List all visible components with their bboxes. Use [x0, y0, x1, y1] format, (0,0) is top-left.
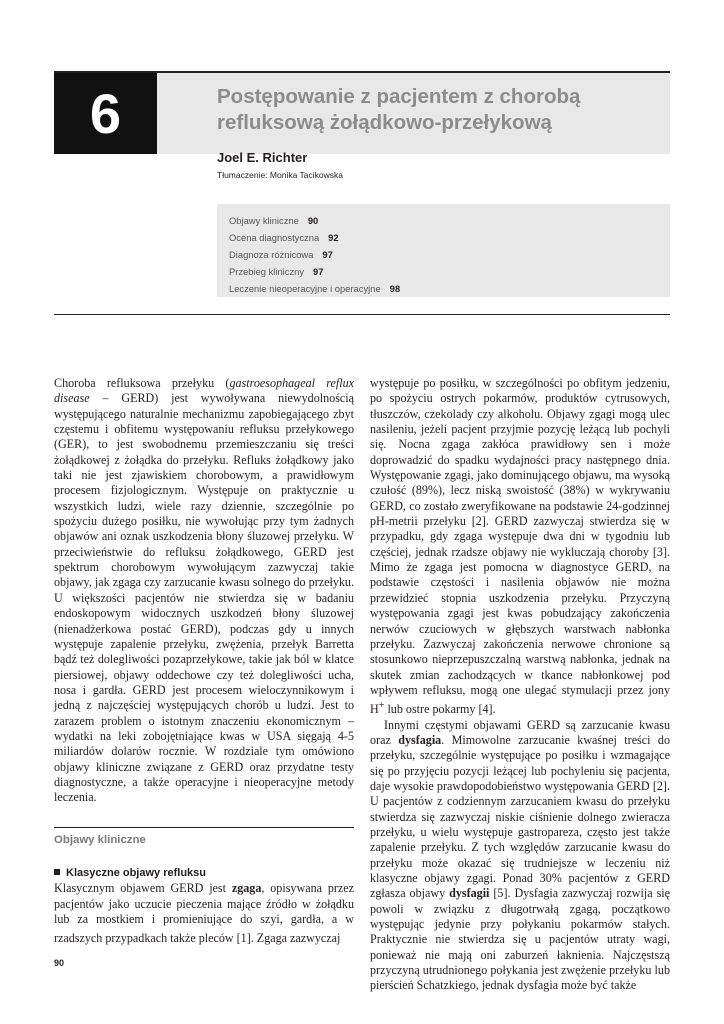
header-divider	[54, 314, 670, 315]
toc-page: 92	[328, 232, 339, 243]
toc-item[interactable]	[229, 229, 670, 246]
toc-page: 98	[389, 283, 401, 294]
text-run: Klasycznym objawem GERD jest	[54, 881, 232, 896]
toc-label: Diagnoza różnicowa	[229, 249, 314, 260]
text-run: lub ostre pokarmy [4].	[384, 702, 496, 717]
page-number: 90	[54, 958, 65, 968]
regurgitation-paragraph	[370, 718, 670, 994]
toc-item[interactable]	[229, 263, 670, 280]
toc-label: Leczenie nieoperacyjne i operacyjne	[229, 283, 381, 294]
italic-term: gastroesophageal reflux disease	[54, 376, 354, 406]
text-run: Choroba refluksowa przełyku (	[54, 376, 230, 390]
classic-symptoms-paragraph	[54, 881, 354, 946]
toc-item[interactable]	[229, 280, 670, 297]
bold-term: dysfagii	[449, 886, 490, 901]
text-run: występuje po posiłku, w szczególności po obfitym jedzeniu, po spożyciu ostrych pokarmów, produktów cytrusowych, tłuszczów, czekolady czy alkoholu. Objawy zgagi mogą ulec nasileniu, jeżeli pacjent przyjmie pozycję leżącą lub pochyli się. Nocna zgaga zakłóca prawidłowy sen i może doprowadzić do spadku wydajności pracy następnego dnia. Występowanie zgagi, jako dominującego objawu, ma wysoką czułość (89%), lecz niską swoistość (38%) w wykrywaniu GERD, co zostało zweryfikowane na podstawie 24-godzinnej pH-metrii przełyku [2]. GERD zazwyczaj stwierdza się w przypadku, gdy zgaga występuje dwa dni w tygodniu lub częściej, jednak rzadsze objawy nie wykluczają choroby [3]. Mimo że zgaga jest pomocna w diagnostyce GERD, na podstawie częstości i nasilenia objawów nie można przewidzieć stopnia uszkodzenia przełyku. Przyczyną występowania zgagi jest kwas pobudzający zakończenia nerwów czuciowych w głębszych warstwach nabłonka przełyku. Zazwyczaj zakończenia nerwowe chronione są stosunkowo nieprzepuszczalną warstwą nabłonka, jednak na skutek zmian zachodzących w tkance nabłonkowej pod wpływem refluksu, mogą one ulegać stymulacji przez jony H	[370, 376, 670, 717]
section-heading: Objawy kliniczne	[54, 827, 354, 848]
toc-label: Ocena diagnostyczna	[229, 232, 320, 243]
left-column	[54, 376, 354, 947]
bold-term: dysfagia	[398, 732, 442, 747]
right-column	[370, 376, 670, 994]
toc-label: Objawy kliniczne	[229, 215, 299, 226]
subsection-heading-label: Klasyczne objawy refluksu	[66, 866, 206, 879]
chapter-contents	[217, 204, 670, 297]
bold-term: zgaga	[231, 881, 262, 896]
chapter-translator: Tłumaczenie: Monika Tacikowska	[217, 170, 343, 180]
text-run: Innymi częstymi objawami GERD są zarzucanie kwasu oraz	[370, 717, 670, 747]
chapter-author: Joel E. Richter	[217, 150, 308, 165]
toc-item[interactable]	[229, 212, 670, 229]
toc-page: 90	[307, 215, 319, 226]
classic-symptoms-continued	[370, 376, 670, 718]
toc-item[interactable]	[229, 246, 670, 263]
toc-page: 97	[322, 249, 333, 260]
text-run: [5]. Dysfagia zazwyczaj rozwija się powoli w związku z długotrwałą zgagą, początkowo występując jedynie przy połykaniu pokarmów stałych. Praktycznie nie stwierdza się u pacjentów utraty wagi, ponieważ nie mają oni zaburzeń łaknienia. Najczęstszą przyczyną utrudnionego połykania jest zwężenie przełyku lub pierścień Schatzkiego, jednak dysfagia może być także	[370, 886, 670, 993]
square-bullet-icon	[54, 869, 60, 875]
toc-page: 97	[313, 266, 324, 277]
text-run: – GERD) jest wywoływana niewydolnością występującego naturalnie mechanizmu zapobiegającego zbyt częstemu i obfitemu występowaniu refluksu przełykowego (GER), to jest swobodnemu przemieszczaniu się treści żołądkowej z żołądka do przełyku. Refluks żołądkowy jako taki nie jest zjawiskiem chorobowym, a prawidłowym procesem fizjologicznym. Występuje on praktycznie u wszystkich ludzi, wiele razy dziennie, szczególnie po spożyciu dużego posiłku, nie wywołując przy tym żadnych objawów ani oznak uszkodzenia błony śluzowej przełyku. W przeciwieństwie do refluksu żołądkowego, GERD jest spektrum chorobowym wywołującym zazwyczaj takie objawy, jak zgaga czy zarzucanie kwasu solnego do przełyku. U większości pacjentów nie stwierdza się w badaniu endoskopowym widocznych uszkodzeń błony śluzowej (nienadżerkowa postać GERD), podczas gdy u innych występuje zapalenie przełyku, zwężenia, przełyk Barretta bądź też dolegliwości pozaprzełykowe, takie jak ból w klatce piersiowej, objawy oddechowe czy też dolegliwości ucha, nosa i gardła. GERD jest procesem wieloczynnikowym i jedną z najczęściej występujących chorób u ludzi. Jest to zarazem problem o istotnym znaczeniu ekonomicznym – wydatki na leki zobojętniające kwas w USA sięgają 4-5 miliardów dolarów rocznie. W rozdziale tym omówiono objawy kliniczne związane z GERD oraz przydatne testy diagnostyczne, a także operacyjne i nieoperacyjne metody leczenia.	[54, 391, 354, 805]
text-run: , opisywana przez pacjentów jako uczucie pieczenia mające źródło w żołądku lub za mostkiem i promieniujące do szyi, gardła, a w rzadszych przypadkach także pleców [1]. Zgaga zazwyczaj	[54, 881, 354, 946]
intro-paragraph	[54, 376, 354, 806]
chapter-number: 6	[54, 73, 157, 154]
toc-label: Przebieg kliniczny	[229, 266, 305, 277]
text-run: . Mimowolne zarzucanie kwaśnej treści do przełyku, szczególnie występujące po posiłku i wzmagające się po przyjęciu pozycji leżącej lub pochyleniu się pacjenta, daje wysokie prawdopodobieństwo występowania GERD [2]. U pacjentów z codziennym zarzucaniem kwasu do przełyku stwierdza się zazwyczaj niskie ciśnienie dolnego zwieracza przełyku, u wielu występuje gastropareza, często jest także zapalenie przełyku. Z tych względów zarzucanie kwasu do przełyku może okazać się trudniejsze w leczeniu niż klasyczne objawy zgagi. Ponad 30% pacjentów z GERD zgłasza objawy	[370, 732, 670, 901]
superscript: +	[378, 700, 385, 712]
chapter-title: Postępowanie z pacjentem z chorobą refluksową żołądkowo-przełykową	[217, 85, 581, 134]
subsection-heading	[54, 866, 354, 881]
